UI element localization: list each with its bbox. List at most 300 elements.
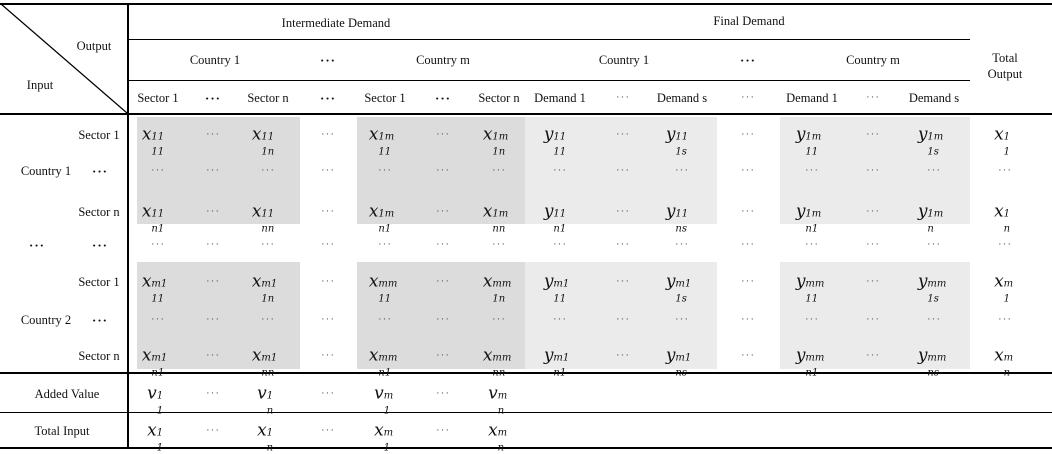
dots-ti-d2: ··· <box>436 424 450 437</box>
math-symbol <box>917 271 950 305</box>
cell-r4-ym1 <box>795 345 828 379</box>
dots-r1-dm: ··· <box>321 128 335 141</box>
math-symbol <box>368 345 401 379</box>
math-base: y <box>795 345 806 366</box>
math-base: x <box>482 201 493 222</box>
math-sub: 1s <box>927 146 939 158</box>
math-base: y <box>543 345 554 366</box>
cell-r4-yms <box>917 345 950 379</box>
math-sup: m1 <box>261 278 278 290</box>
math-base: x <box>251 201 262 222</box>
dots-rdot1-ys: ··· <box>675 164 689 177</box>
math-sup: mm <box>805 352 825 364</box>
dots-rdotm-d4: ··· <box>741 238 755 251</box>
dots-rdot2-d2: ··· <box>436 313 450 326</box>
header-dots-fd1: ··· <box>616 91 630 104</box>
header-demand-1-c1: Demand 1 <box>534 90 586 105</box>
math-sup: 1 <box>266 390 274 402</box>
math-symbol <box>482 201 515 235</box>
math-symbol <box>368 201 401 235</box>
cell-r2-xm1 <box>368 201 401 235</box>
math-sub: n1 <box>378 223 392 235</box>
math-sub: nn <box>492 367 506 379</box>
dots-rdot1-xm1: ··· <box>378 164 392 177</box>
math-symbol <box>141 124 174 158</box>
math-symbol <box>543 201 576 235</box>
cell-r3-y1 <box>543 271 576 305</box>
dots-rdot1-d1: ··· <box>206 164 220 177</box>
rule-top <box>0 3 1052 5</box>
math-sup: 11 <box>675 131 689 143</box>
row-ellipsis-sector: ··· <box>91 237 109 253</box>
math-symbol <box>141 201 174 235</box>
math-sub: n <box>497 405 505 417</box>
math-sup: m <box>1003 278 1014 290</box>
cell-r1-x1 <box>141 124 174 158</box>
cell-r1-tot <box>994 124 1016 158</box>
math-sub: n1 <box>805 367 819 379</box>
math-sub: 1n <box>492 293 506 305</box>
dots-r3-d5: ··· <box>866 275 880 288</box>
header-demand-1-cm: Demand 1 <box>786 90 838 105</box>
dots-r1-d4: ··· <box>741 128 755 141</box>
dots-va-dm: ··· <box>321 387 335 400</box>
cell-r4-xn <box>251 345 284 379</box>
math-base: y <box>543 271 554 292</box>
math-sup: mm <box>492 278 512 290</box>
dots-rdot1-d3: ··· <box>616 164 630 177</box>
math-base: v <box>488 383 498 404</box>
cell-r4-x1 <box>141 345 174 379</box>
math-sub: 1n <box>492 146 506 158</box>
dots-r4-dm: ··· <box>321 349 335 362</box>
math-base: x <box>251 271 262 292</box>
math-sup: 11 <box>675 208 689 220</box>
math-symbol <box>257 420 279 454</box>
math-sub: ns <box>927 367 939 379</box>
math-sub: ns <box>675 367 687 379</box>
math-sup: m <box>383 390 394 402</box>
dots-rdotm-yms: ··· <box>927 238 941 251</box>
math-sup: mm <box>378 352 398 364</box>
math-sub: 11 <box>553 146 567 158</box>
row-sector-1-c2: Sector 1 <box>78 274 120 289</box>
math-sup: 1 <box>266 427 274 439</box>
dots-r2-d1: ··· <box>206 205 220 218</box>
math-base: y <box>917 345 928 366</box>
dots-r2-d5: ··· <box>866 205 880 218</box>
dots-rdotm-ym1: ··· <box>805 238 819 251</box>
math-symbol <box>994 271 1016 305</box>
header-total-output: Total Output <box>987 50 1023 81</box>
math-base: x <box>368 345 379 366</box>
dots-r4-d1: ··· <box>206 349 220 362</box>
dots-va-d1: ··· <box>206 387 220 400</box>
cell-r2-yms <box>917 201 950 235</box>
math-base: x <box>994 124 1004 145</box>
math-sub: n <box>266 405 274 417</box>
math-symbol <box>147 420 169 454</box>
math-symbol <box>665 201 698 235</box>
cell-r2-tot <box>994 201 1016 235</box>
math-sub: 11 <box>378 293 392 305</box>
math-symbol <box>374 383 396 417</box>
math-symbol <box>141 345 174 379</box>
dots-rdot2-d5: ··· <box>866 313 880 326</box>
cell-ti-x1 <box>147 420 169 454</box>
math-base: x <box>141 124 152 145</box>
header-demand-s-cm: Demand s <box>908 90 960 105</box>
math-symbol <box>482 124 515 158</box>
math-sup: m <box>497 390 508 402</box>
header-sector-1-cm: Sector 1 <box>364 90 406 105</box>
header-country-m-id: Country m <box>416 52 470 67</box>
math-sup: 11 <box>261 208 275 220</box>
dots-r3-d1: ··· <box>206 275 220 288</box>
cell-r1-xn <box>251 124 284 158</box>
math-symbol <box>141 271 174 305</box>
dots-r1-d3: ··· <box>616 128 630 141</box>
math-base: x <box>482 271 493 292</box>
dots-rdotm-d2: ··· <box>436 238 450 251</box>
math-sub: 1 <box>383 442 391 454</box>
math-sub: 1n <box>261 293 275 305</box>
cell-r1-y1 <box>543 124 576 158</box>
cell-r3-ys <box>665 271 698 305</box>
math-sub: n <box>266 442 274 454</box>
dots-rdot1-yms: ··· <box>927 164 941 177</box>
math-sub: n <box>1003 223 1011 235</box>
math-base: v <box>257 383 267 404</box>
math-sub: 1 <box>156 442 164 454</box>
math-sub: 11 <box>805 293 819 305</box>
math-base: v <box>147 383 157 404</box>
header-dots-cm: ··· <box>434 90 452 106</box>
dots-rdot2-tot: ··· <box>998 313 1012 326</box>
math-base: x <box>141 345 152 366</box>
math-base: x <box>141 201 152 222</box>
cell-r1-ys <box>665 124 698 158</box>
dots-r4-d5: ··· <box>866 349 880 362</box>
dots-rdot1-xn: ··· <box>261 164 275 177</box>
math-sup: m1 <box>553 352 570 364</box>
math-sub: 1 <box>383 405 391 417</box>
math-symbol <box>917 201 950 235</box>
row-ellipsis-country: ··· <box>28 237 46 253</box>
math-sub: nn <box>492 223 506 235</box>
rule-header-bottom <box>0 113 1052 115</box>
math-base: x <box>368 271 379 292</box>
math-symbol <box>251 124 284 158</box>
dots-r4-d4: ··· <box>741 349 755 362</box>
dots-rdot1-dm: ··· <box>321 164 335 177</box>
math-sub: n1 <box>151 223 165 235</box>
math-base: x <box>251 345 262 366</box>
math-sup: m1 <box>675 278 692 290</box>
math-sub: 1 <box>1003 146 1011 158</box>
dots-rdot2-yms: ··· <box>927 313 941 326</box>
math-symbol <box>795 124 828 158</box>
cell-r3-ym1 <box>795 271 828 305</box>
cell-r1-xm1 <box>368 124 401 158</box>
cell-r4-xm1 <box>368 345 401 379</box>
math-sub: 11 <box>151 146 165 158</box>
header-sector-1-c1: Sector 1 <box>137 90 179 105</box>
math-sup: 11 <box>151 131 165 143</box>
math-sub: 1s <box>675 146 687 158</box>
row-sector-n-c2: Sector n <box>78 348 120 363</box>
math-symbol <box>374 420 396 454</box>
math-sub: n <box>1003 367 1011 379</box>
dots-r4-d2: ··· <box>436 349 450 362</box>
math-sup: 1 <box>1003 208 1011 220</box>
cell-r3-xm1 <box>368 271 401 305</box>
cell-r3-x1 <box>141 271 174 305</box>
math-sup: mm <box>378 278 398 290</box>
dots-rdotm-xmn: ··· <box>492 238 506 251</box>
math-sup: m1 <box>261 352 278 364</box>
dots-r2-d3: ··· <box>616 205 630 218</box>
header-dots-fdm: ··· <box>866 91 880 104</box>
math-sup: 11 <box>261 131 275 143</box>
header-ellipsis-id: ··· <box>319 52 337 68</box>
dots-rdotm-d5: ··· <box>866 238 880 251</box>
math-symbol <box>795 345 828 379</box>
math-base: x <box>482 124 493 145</box>
math-symbol <box>994 201 1016 235</box>
dots-va-d2: ··· <box>436 387 450 400</box>
math-base: y <box>917 124 928 145</box>
cell-r4-tot <box>994 345 1016 379</box>
dots-rdot1-ym1: ··· <box>805 164 819 177</box>
math-base: x <box>257 420 267 441</box>
header-dots-mid: ··· <box>319 90 337 106</box>
math-base: y <box>543 124 554 145</box>
dots-ti-d1: ··· <box>206 424 220 437</box>
cell-r4-ys <box>665 345 698 379</box>
cell-r2-xmn <box>482 201 515 235</box>
cell-ti-xmn <box>488 420 510 454</box>
header-output: Output <box>76 38 112 53</box>
dots-rdot1-xmn: ··· <box>492 164 506 177</box>
dots-rdot1-y1: ··· <box>553 164 567 177</box>
header-input: Input <box>26 77 54 92</box>
dots-rdotm-d1: ··· <box>206 238 220 251</box>
math-base: x <box>368 201 379 222</box>
math-sub: n1 <box>805 223 819 235</box>
math-symbol <box>543 345 576 379</box>
math-base: y <box>665 345 676 366</box>
math-symbol <box>488 383 510 417</box>
math-base: x <box>374 420 384 441</box>
math-symbol <box>665 345 698 379</box>
dots-rdotm-ys: ··· <box>675 238 689 251</box>
dots-rdotm-tot: ··· <box>998 238 1012 251</box>
math-base: x <box>368 124 379 145</box>
row-sector-n-c1: Sector n <box>78 204 120 219</box>
math-base: y <box>665 271 676 292</box>
math-sub: 11 <box>378 146 392 158</box>
math-symbol <box>994 345 1016 379</box>
dots-rdot2-dm: ··· <box>321 313 335 326</box>
math-sub: n <box>927 223 934 235</box>
math-base: x <box>482 345 493 366</box>
math-sup: 1 <box>156 427 164 439</box>
math-symbol <box>665 271 698 305</box>
cell-r3-xn <box>251 271 284 305</box>
math-base: y <box>665 124 676 145</box>
dots-r3-dm: ··· <box>321 275 335 288</box>
math-sup: 1m <box>805 131 822 143</box>
dots-rdot1-d5: ··· <box>866 164 880 177</box>
cell-r2-xn <box>251 201 284 235</box>
math-sup: m1 <box>675 352 692 364</box>
cell-r3-xmn <box>482 271 515 305</box>
math-sub: 11 <box>805 146 819 158</box>
math-sup: mm <box>927 352 947 364</box>
math-symbol <box>795 271 828 305</box>
header-ellipsis-fd: ··· <box>739 52 757 68</box>
dots-rdot1-d4: ··· <box>741 164 755 177</box>
cell-r2-ys <box>665 201 698 235</box>
cell-r2-x1 <box>141 201 174 235</box>
dots-r3-d2: ··· <box>436 275 450 288</box>
row-country-1-dots: ··· <box>91 163 109 179</box>
math-sup: 1m <box>492 131 509 143</box>
dots-rdot2-xm1: ··· <box>378 313 392 326</box>
math-sub: 1n <box>261 146 275 158</box>
header-dots-fdmid: ··· <box>741 91 755 104</box>
header-sector-n-c1: Sector n <box>247 90 289 105</box>
header-country-1-fd: Country 1 <box>598 52 650 67</box>
math-base: y <box>795 201 806 222</box>
math-symbol <box>147 383 169 417</box>
math-sup: 1m <box>927 131 944 143</box>
math-base: x <box>994 345 1004 366</box>
header-country-m-fd: Country m <box>846 52 900 67</box>
math-symbol <box>665 124 698 158</box>
math-sup: 11 <box>151 208 165 220</box>
dots-rdot1-tot: ··· <box>998 164 1012 177</box>
dots-rdotm-y1: ··· <box>553 238 567 251</box>
header-dots-c1: ··· <box>204 90 222 106</box>
math-sup: 1m <box>378 208 395 220</box>
row-country-1: Country 1 <box>20 163 72 178</box>
math-symbol <box>488 420 510 454</box>
math-symbol <box>368 124 401 158</box>
dots-r2-d4: ··· <box>741 205 755 218</box>
math-base: y <box>795 124 806 145</box>
cell-va-vm1 <box>374 383 396 417</box>
header-sector-n-cm: Sector n <box>478 90 520 105</box>
math-base: y <box>795 271 806 292</box>
cell-ti-xn <box>257 420 279 454</box>
math-base: x <box>994 271 1004 292</box>
dots-r2-dm: ··· <box>321 205 335 218</box>
math-sub: nn <box>261 223 275 235</box>
row-added-value: Added Value <box>34 386 100 401</box>
math-sup: mm <box>927 278 947 290</box>
row-country-2: Country 2 <box>20 312 72 327</box>
dots-rdotm-x1: ··· <box>151 238 165 251</box>
header-intermediate-demand: Intermediate Demand <box>281 15 391 30</box>
cell-r2-ym1 <box>795 201 828 235</box>
math-sub: n <box>497 442 505 454</box>
math-sup: m <box>497 427 508 439</box>
math-base: x <box>994 201 1004 222</box>
dots-rdot2-xmn: ··· <box>492 313 506 326</box>
math-base: x <box>251 124 262 145</box>
dots-rdotm-xn: ··· <box>261 238 275 251</box>
math-sub: n1 <box>553 223 567 235</box>
dots-r2-d2: ··· <box>436 205 450 218</box>
math-sup: 11 <box>553 131 567 143</box>
dots-r1-d2: ··· <box>436 128 450 141</box>
dots-rdotm-xm1: ··· <box>378 238 392 251</box>
dots-rdot2-d4: ··· <box>741 313 755 326</box>
cell-r2-y1 <box>543 201 576 235</box>
dots-rdot2-xn: ··· <box>261 313 275 326</box>
math-symbol <box>994 124 1016 158</box>
math-base: x <box>147 420 157 441</box>
math-base: x <box>141 271 152 292</box>
math-symbol <box>482 271 515 305</box>
math-sub: n1 <box>151 367 165 379</box>
dots-ti-dm: ··· <box>321 424 335 437</box>
cell-r4-xmn <box>482 345 515 379</box>
math-base: y <box>543 201 554 222</box>
math-sub: 1s <box>675 293 687 305</box>
diagonal-line <box>0 0 130 116</box>
math-symbol <box>543 271 576 305</box>
math-sup: 11 <box>553 208 567 220</box>
math-symbol <box>917 124 950 158</box>
dots-rdotm-dm: ··· <box>321 238 335 251</box>
math-base: y <box>917 201 928 222</box>
cell-va-vn <box>257 383 279 417</box>
dots-rdot2-ym1: ··· <box>805 313 819 326</box>
header-demand-s-c1: Demand s <box>656 90 708 105</box>
math-sub: 1s <box>927 293 939 305</box>
math-sub: ns <box>675 223 687 235</box>
math-sub: 1 <box>1003 293 1011 305</box>
dots-r3-d4: ··· <box>741 275 755 288</box>
math-sup: mm <box>492 352 512 364</box>
math-symbol <box>917 345 950 379</box>
math-sup: 1m <box>805 208 822 220</box>
math-base: y <box>665 201 676 222</box>
cell-r4-y1 <box>543 345 576 379</box>
math-sup: 1m <box>492 208 509 220</box>
math-base: v <box>374 383 384 404</box>
dots-r4-d3: ··· <box>616 349 630 362</box>
math-sup: m <box>1003 352 1014 364</box>
math-base: y <box>917 271 928 292</box>
math-sup: 1 <box>156 390 164 402</box>
row-country-2-dots: ··· <box>91 312 109 328</box>
math-symbol <box>543 124 576 158</box>
dots-r1-d5: ··· <box>866 128 880 141</box>
math-sup: m1 <box>553 278 570 290</box>
math-sup: m1 <box>151 278 168 290</box>
rule-header-2 <box>128 80 970 81</box>
rule-header-1 <box>128 39 970 40</box>
cell-r1-ym1 <box>795 124 828 158</box>
cell-r3-tot <box>994 271 1016 305</box>
math-symbol <box>251 345 284 379</box>
cell-r1-yms <box>917 124 950 158</box>
dots-rdot1-d2: ··· <box>436 164 450 177</box>
